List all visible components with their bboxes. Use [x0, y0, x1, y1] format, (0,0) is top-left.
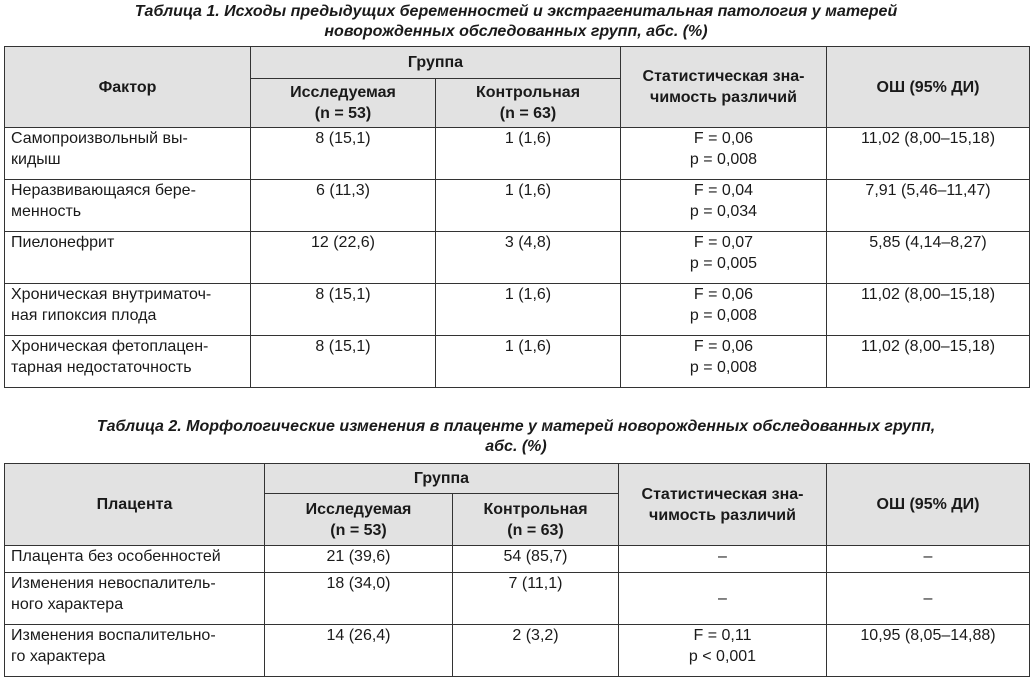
header-stat-line1: Статистическая зна- — [642, 68, 805, 85]
table2-caption-line1: Таблица 2. Морфологические изменения в плаценте у матерей новорожденных обследованных групп, — [96, 418, 936, 435]
row-or: 5,85 (4,14–8,27) — [827, 232, 1030, 284]
row-factor — [5, 180, 251, 232]
row-stat — [621, 128, 827, 180]
row-stat — [621, 336, 827, 388]
header-or: ОШ (95% ДИ) — [827, 47, 1030, 128]
header-control — [436, 79, 621, 128]
header-control-line2: (n = 63) — [507, 521, 564, 539]
row-factor — [5, 284, 251, 336]
row-stat — [621, 284, 827, 336]
factor-line2: кидыш — [11, 151, 61, 168]
row-control: 1 (1,6) — [436, 180, 621, 232]
table1-caption-line2: новорожденных обследованных групп, абс. (%) — [324, 23, 708, 40]
table-row — [5, 180, 1030, 232]
stat-p: p = 0,008 — [689, 359, 758, 376]
stat-f: F = 0,06 — [693, 130, 754, 147]
header-study — [265, 494, 453, 546]
row-or: – — [827, 573, 1030, 625]
row-or: 11,02 (8,00–15,18) — [827, 336, 1030, 388]
header-study-line2: (n = 53) — [314, 105, 372, 122]
row-control: 2 (3,2) — [453, 625, 619, 677]
factor-line1: Хроническая фетоплацен- — [11, 338, 209, 355]
factor-line2: тарная недостаточность — [11, 359, 192, 376]
row-study: 8 (15,1) — [251, 128, 436, 180]
header-study-line1: Исследуемая — [305, 500, 412, 518]
row-stat — [619, 625, 827, 677]
table-row — [5, 573, 1030, 625]
header-stat — [621, 47, 827, 128]
stat-p: p = 0,008 — [689, 151, 758, 168]
header-stat-line2: чимость различий — [649, 506, 796, 524]
factor-line1: Самопроизвольный вы- — [11, 130, 188, 147]
header-stat-line1: Статистическая зна- — [641, 485, 804, 503]
table-row — [5, 128, 1030, 180]
row-stat: – — [619, 573, 827, 625]
table-row — [5, 546, 1030, 573]
row-or: 11,02 (8,00–15,18) — [827, 128, 1030, 180]
row-placenta — [5, 625, 265, 677]
stat-f: F = 0,06 — [693, 338, 754, 355]
factor-line2: ная гипоксия плода — [11, 307, 157, 324]
header-group: Группа — [251, 47, 621, 79]
row-control: 7 (11,1) — [453, 573, 619, 625]
row-stat — [621, 232, 827, 284]
row-factor — [5, 128, 251, 180]
table2 — [4, 463, 1030, 677]
row-stat: – — [619, 546, 827, 573]
row-study: 8 (15,1) — [251, 284, 436, 336]
row-control: 54 (85,7) — [453, 546, 619, 573]
header-control-line2: (n = 63) — [499, 105, 557, 122]
row-or: 11,02 (8,00–15,18) — [827, 284, 1030, 336]
factor-line1: Пиелонефрит — [11, 234, 115, 251]
stat-f: F = 0,07 — [693, 234, 754, 251]
table-row — [5, 336, 1030, 388]
row-stat — [621, 180, 827, 232]
stat-p: p < 0,001 — [688, 648, 757, 665]
stat-f: F = 0,04 — [693, 182, 754, 199]
row-control: 1 (1,6) — [436, 336, 621, 388]
header-placenta: Плацента — [5, 464, 265, 546]
table2-caption-line2: абс. (%) — [485, 438, 547, 455]
placenta-line2: ного характера — [11, 596, 124, 613]
row-factor — [5, 232, 251, 284]
row-or: 7,91 (5,46–11,47) — [827, 180, 1030, 232]
header-control — [453, 494, 619, 546]
factor-line2: менность — [11, 203, 82, 220]
table1-caption — [0, 2, 1032, 42]
placenta-line1: Изменения воспалительно- — [11, 627, 216, 644]
row-control: 1 (1,6) — [436, 128, 621, 180]
table1 — [4, 46, 1030, 388]
factor-line1: Неразвивающаяся бере- — [11, 182, 196, 199]
row-or: – — [827, 546, 1030, 573]
table-row — [5, 625, 1030, 677]
table1-caption-line1: Таблица 1. Исходы предыдущих беременностей и экстрагенитальная патология у матерей — [134, 3, 898, 20]
header-control-line1: Контрольная — [475, 84, 581, 101]
row-study: 6 (11,3) — [251, 180, 436, 232]
header-factor: Фактор — [5, 47, 251, 128]
row-study: 12 (22,6) — [251, 232, 436, 284]
row-placenta — [5, 546, 265, 573]
stat-p: p = 0,005 — [689, 255, 758, 272]
header-or: ОШ (95% ДИ) — [827, 464, 1030, 546]
header-group: Группа — [265, 464, 619, 494]
row-study: 14 (26,4) — [265, 625, 453, 677]
stat-f: F = 0,11 — [693, 627, 752, 644]
header-study — [251, 79, 436, 128]
row-factor — [5, 336, 251, 388]
header-study-line1: Исследуемая — [290, 84, 396, 101]
row-study: 21 (39,6) — [265, 546, 453, 573]
stat-p: p = 0,034 — [689, 203, 758, 220]
row-study: 18 (34,0) — [265, 573, 453, 625]
header-stat-line2: чимость различий — [650, 89, 797, 106]
row-control: 1 (1,6) — [436, 284, 621, 336]
placenta-line2: го характера — [11, 648, 106, 665]
row-or: 10,95 (8,05–14,88) — [827, 625, 1030, 677]
placenta-line1: Плацента без особенностей — [11, 548, 221, 565]
stat-f: F = 0,06 — [693, 286, 754, 303]
row-study: 8 (15,1) — [251, 336, 436, 388]
table2-caption — [0, 417, 1032, 457]
placenta-line1: Изменения невоспалитель- — [11, 575, 216, 592]
factor-line1: Хроническая внутриматоч- — [11, 286, 212, 303]
table-row — [5, 232, 1030, 284]
table-row — [5, 284, 1030, 336]
header-control-line1: Контрольная — [483, 500, 588, 518]
row-placenta — [5, 573, 265, 625]
row-control: 3 (4,8) — [436, 232, 621, 284]
stat-p: p = 0,008 — [689, 307, 758, 324]
header-stat — [619, 464, 827, 546]
header-study-line2: (n = 53) — [330, 521, 387, 539]
